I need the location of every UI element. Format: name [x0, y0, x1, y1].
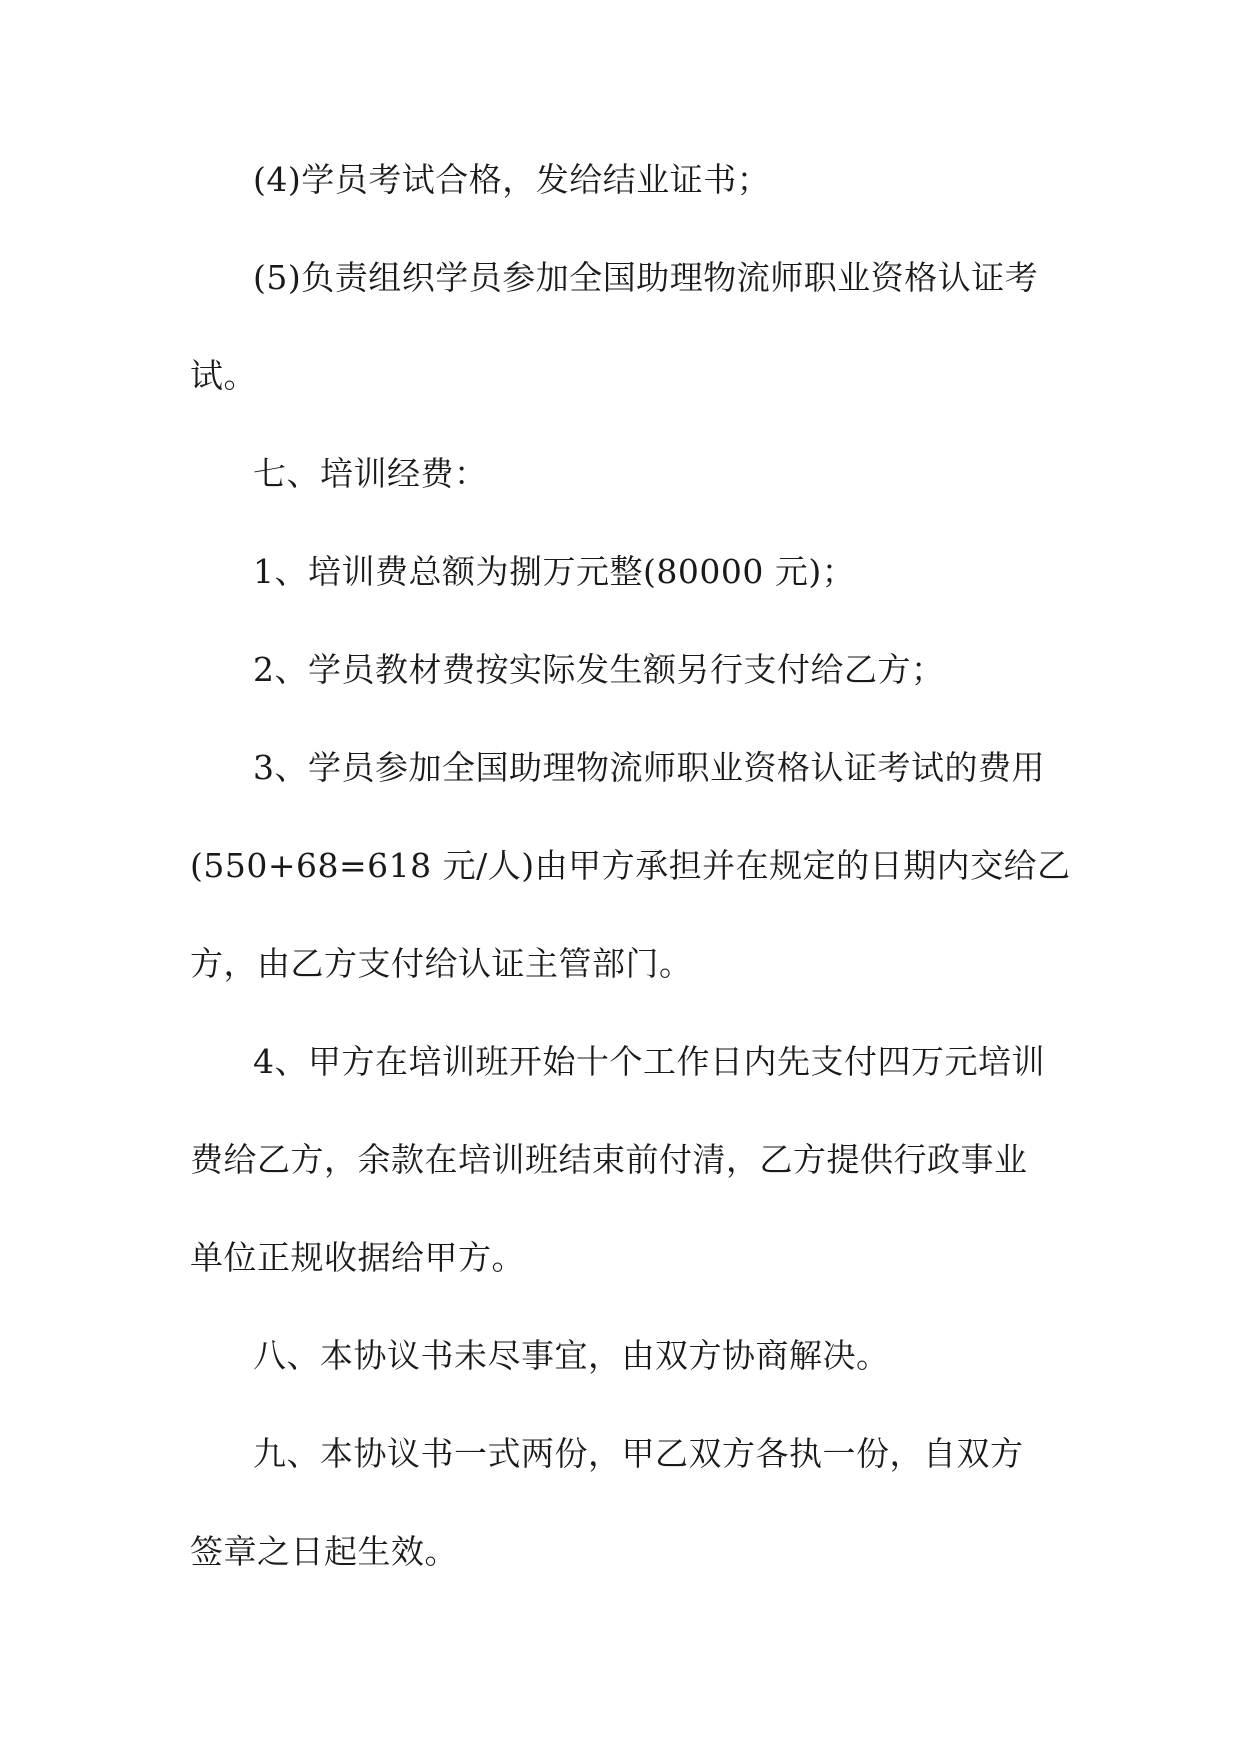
section-nine: 九、本协议书一式两份，甲乙双方各执一份，自双方: [253, 1434, 1024, 1473]
text-line-fee-4-cont-2: 单位正规收据给甲方。: [190, 1238, 525, 1277]
text-line-item-5: (5)负责组织学员参加全国助理物流师职业资格认证考: [253, 258, 1039, 297]
text-line-item-5-cont: 试。: [190, 356, 257, 395]
section-heading-seven: 七、培训经费：: [253, 454, 488, 493]
text-line-fee-3-cont-2: 方，由乙方支付给认证主管部门。: [190, 944, 693, 983]
text-line-fee-2: 2、学员教材费按实际发生额另行支付给乙方；: [253, 650, 945, 689]
section-nine-cont: 签章之日起生效。: [190, 1532, 458, 1571]
text-line-fee-3: 3、学员参加全国助理物流师职业资格认证考试的费用: [253, 748, 1045, 787]
text-line-fee-4-cont-1: 费给乙方，余款在培训班结束前付清，乙方提供行政事业: [190, 1140, 1028, 1179]
text-line-fee-3-cont-1: (550+68=618 元/人)由甲方承担并在规定的日期内交给乙: [190, 846, 1071, 885]
text-line-fee-4: 4、甲方在培训班开始十个工作日内先支付四万元培训: [253, 1042, 1045, 1081]
section-eight: 八、本协议书未尽事宜，由双方协商解决。: [253, 1336, 890, 1375]
text-line-fee-1: 1、培训费总额为捌万元整(80000 元)；: [253, 552, 856, 591]
text-line-item-4: (4)学员考试合格，发给结业证书；: [253, 160, 771, 199]
